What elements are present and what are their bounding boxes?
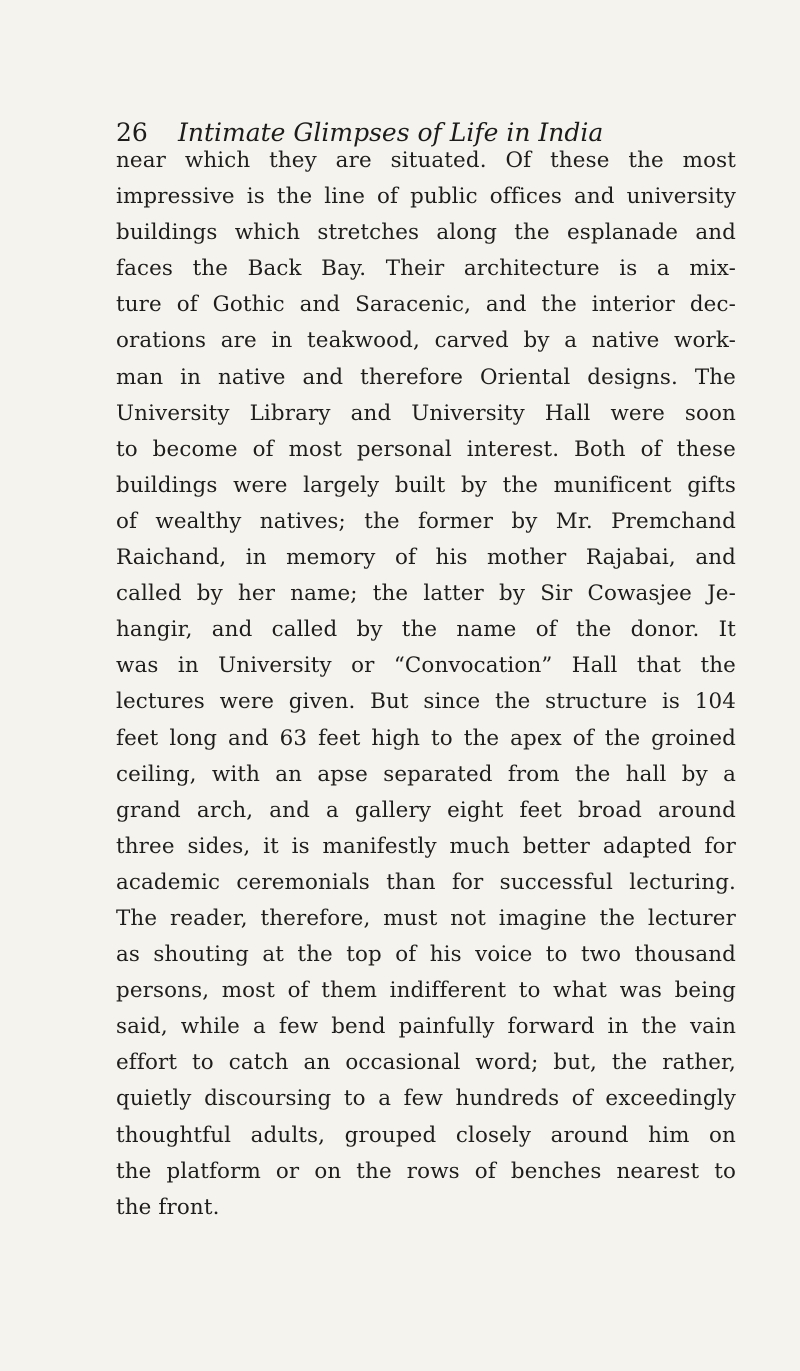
text-line: hangir, and called by the name of the donor. It <box>116 617 736 643</box>
text-line: impressive is the line of public offices and university <box>116 184 736 210</box>
text-line: was in University or “Convocation” Hall that the <box>116 653 736 679</box>
text-line: academic ceremonials than for successful lecturing. <box>116 869 736 895</box>
text-line: buildings were largely built by the munificent gifts <box>116 472 736 498</box>
text-line: said, while a few bend painfully forward in the vain <box>116 1014 736 1040</box>
text-line: ceiling, with an apse separated from the hall by a <box>116 761 736 787</box>
text-line: ture of Gothic and Saracenic, and the interior dec- <box>116 292 736 318</box>
text-line: buildings which stretches along the esplanade and <box>116 220 736 246</box>
text-line: University Library and University Hall were soon <box>116 400 736 426</box>
text-line: as shouting at the top of his voice to two thousand <box>116 942 736 968</box>
text-line: feet long and 63 feet high to the apex of the groined <box>116 725 736 751</box>
text-line: The reader, therefore, must not imagine the lecturer <box>116 905 736 931</box>
text-line-last: the front. <box>116 1194 220 1220</box>
text-line: lectures were given. But since the structure is 104 <box>116 689 736 715</box>
text-line: persons, most of them indifferent to what was being <box>116 978 736 1004</box>
text-line: near which they are situated. Of these the most <box>116 148 736 173</box>
text-line: of wealthy natives; the former by Mr. Premchand <box>116 508 736 534</box>
text-line: called by her name; the latter by Sir Cowasjee Je- <box>116 581 736 607</box>
text-line: to become of most personal interest. Both of these <box>116 436 736 462</box>
book-title: Intimate Glimpses of Life in India <box>178 118 604 147</box>
text-line: man in native and therefore Oriental designs. The <box>116 364 736 390</box>
text-line: the platform or on the rows of benches nearest to <box>116 1158 736 1184</box>
text-line: effort to catch an occasional word; but, the rather, <box>116 1050 736 1076</box>
text-line: faces the Back Bay. Their architecture is a mix- <box>116 256 736 282</box>
text-line: thoughtful adults, grouped closely around him on <box>116 1122 736 1148</box>
text-line: grand arch, and a gallery eight feet broad around <box>116 797 736 823</box>
body-paragraph <box>116 143 736 1226</box>
text-line: quietly discoursing to a few hundreds of exceedingly <box>116 1086 736 1112</box>
text-line: three sides, it is manifestly much better adapted for <box>116 833 736 859</box>
text-line: Raichand, in memory of his mother Rajabai, and <box>116 545 736 571</box>
page-number: 26 <box>116 118 148 147</box>
text-line: orations are in teakwood, carved by a native work- <box>116 328 736 354</box>
